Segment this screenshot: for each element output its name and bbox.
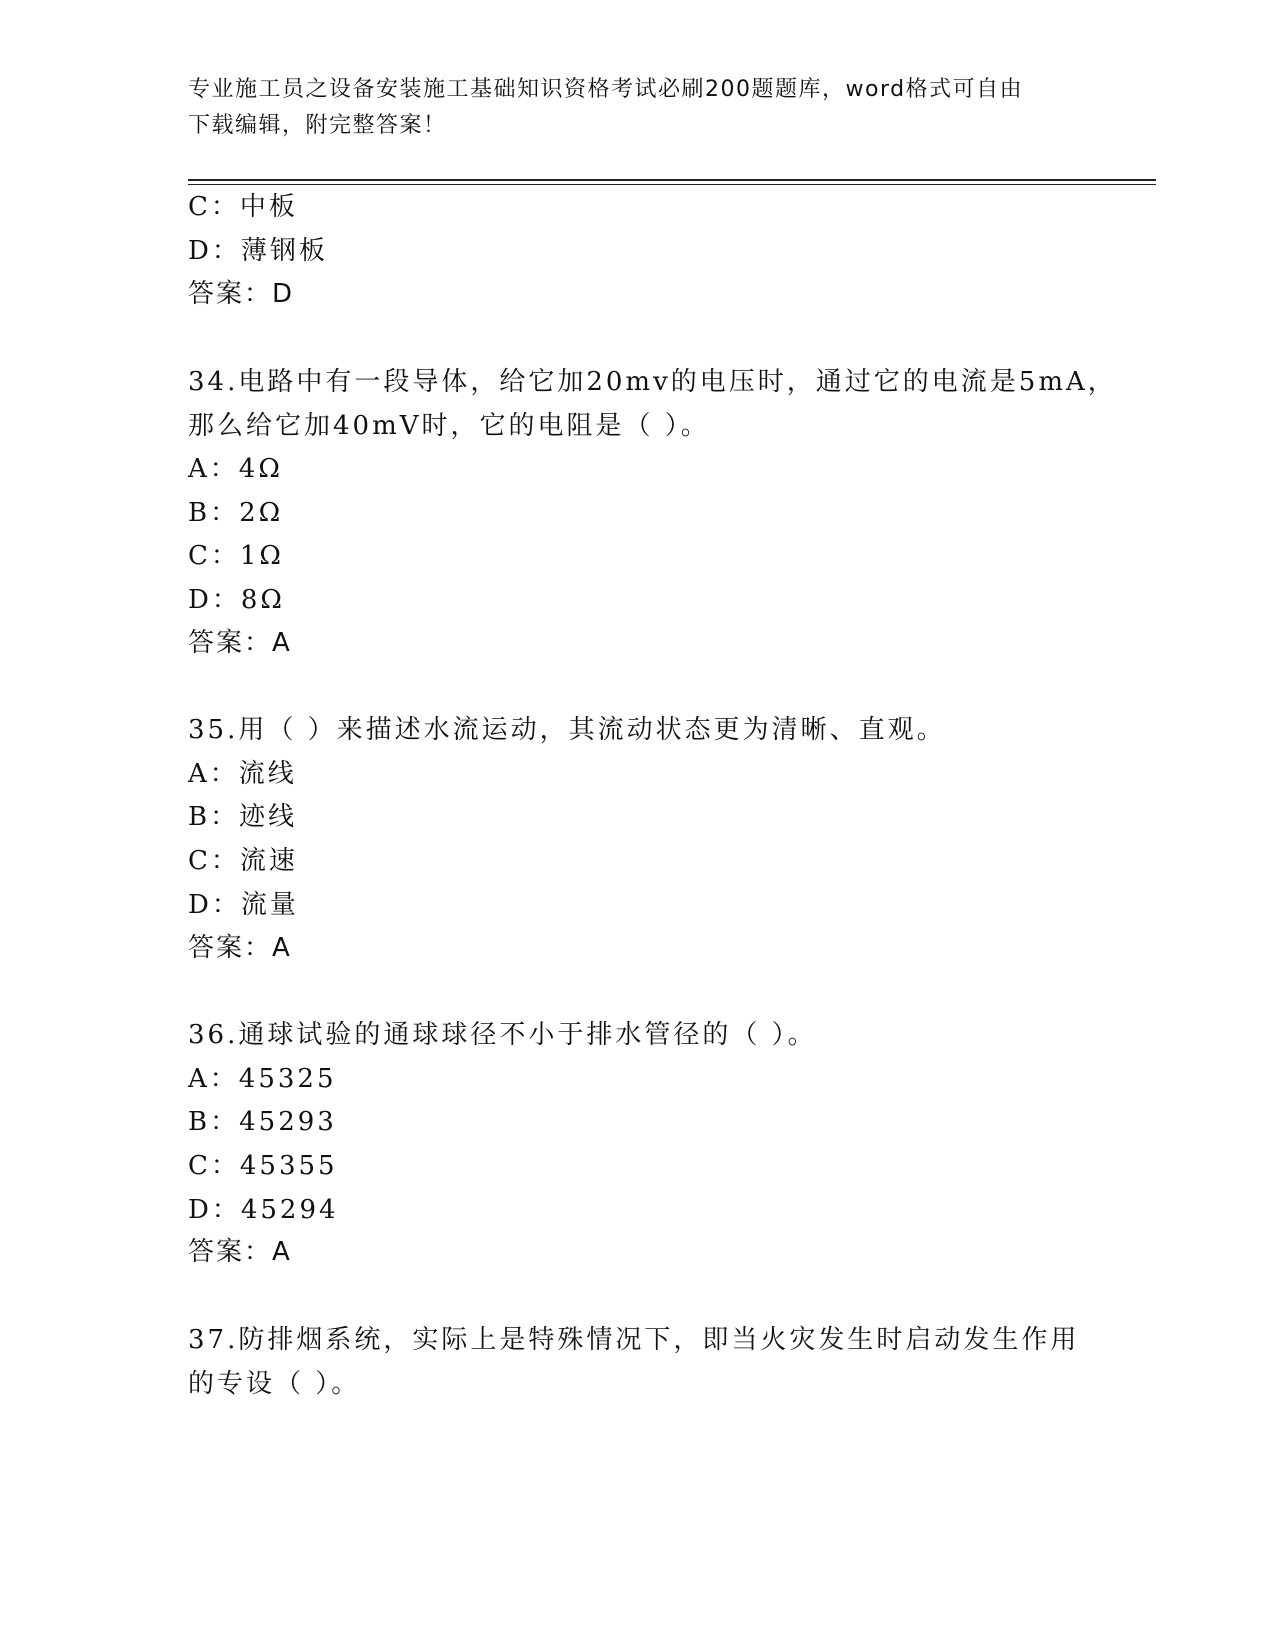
option-c-35: C：流速 <box>188 846 298 876</box>
option-d-36: D：45294 <box>188 1195 339 1225</box>
header-divider-thin <box>188 184 1156 185</box>
header-divider-thick <box>188 179 1156 181</box>
option-a-35: A：流线 <box>188 759 297 789</box>
option-b-35: B：迹线 <box>188 802 298 832</box>
option-c-36: C：45355 <box>188 1151 338 1181</box>
header-line-2: 下载编辑，附完整答案！ <box>188 113 447 138</box>
option-d-35: D：流量 <box>188 890 299 920</box>
header-line-1: 专业施工员之设备安装施工基础知识资格考试必刷200题题库，word格式可自由 <box>188 77 1024 102</box>
question-34-line-2: 那么给它加40mV时，它的电阻是（ ）。 <box>188 411 710 441</box>
option-c-34: C：1Ω <box>188 541 284 571</box>
document-header <box>188 72 1068 144</box>
option-a-36: A：45325 <box>188 1064 337 1094</box>
option-b-36: B：45293 <box>188 1107 337 1137</box>
answer-34: 答案：A <box>188 628 292 658</box>
question-36: 36.通球试验的通球球径不小于排水管径的（ ）。 <box>188 1020 817 1050</box>
question-37-line-1: 37.防排烟系统，实际上是特殊情况下，即当火灾发生时启动发生作用 <box>188 1325 1080 1355</box>
option-a-34: A：4Ω <box>188 454 283 484</box>
option-d-33: D：薄钢板 <box>188 236 328 266</box>
question-37-line-2: 的专设（ ）。 <box>188 1369 361 1399</box>
answer-33: 答案：D <box>188 279 295 309</box>
option-b-34: B：2Ω <box>188 498 284 528</box>
answer-36: 答案：A <box>188 1237 292 1267</box>
answer-35: 答案：A <box>188 933 292 963</box>
question-34-line-1: 34.电路中有一段导体，给它加20mv的电压时，通过它的电流是5mA， <box>188 367 1117 397</box>
option-d-34: D：8Ω <box>188 585 285 615</box>
question-35: 35.用（ ）来描述水流运动，其流动状态更为清晰、直观。 <box>188 715 946 745</box>
option-c-33: C：中板 <box>188 192 298 222</box>
